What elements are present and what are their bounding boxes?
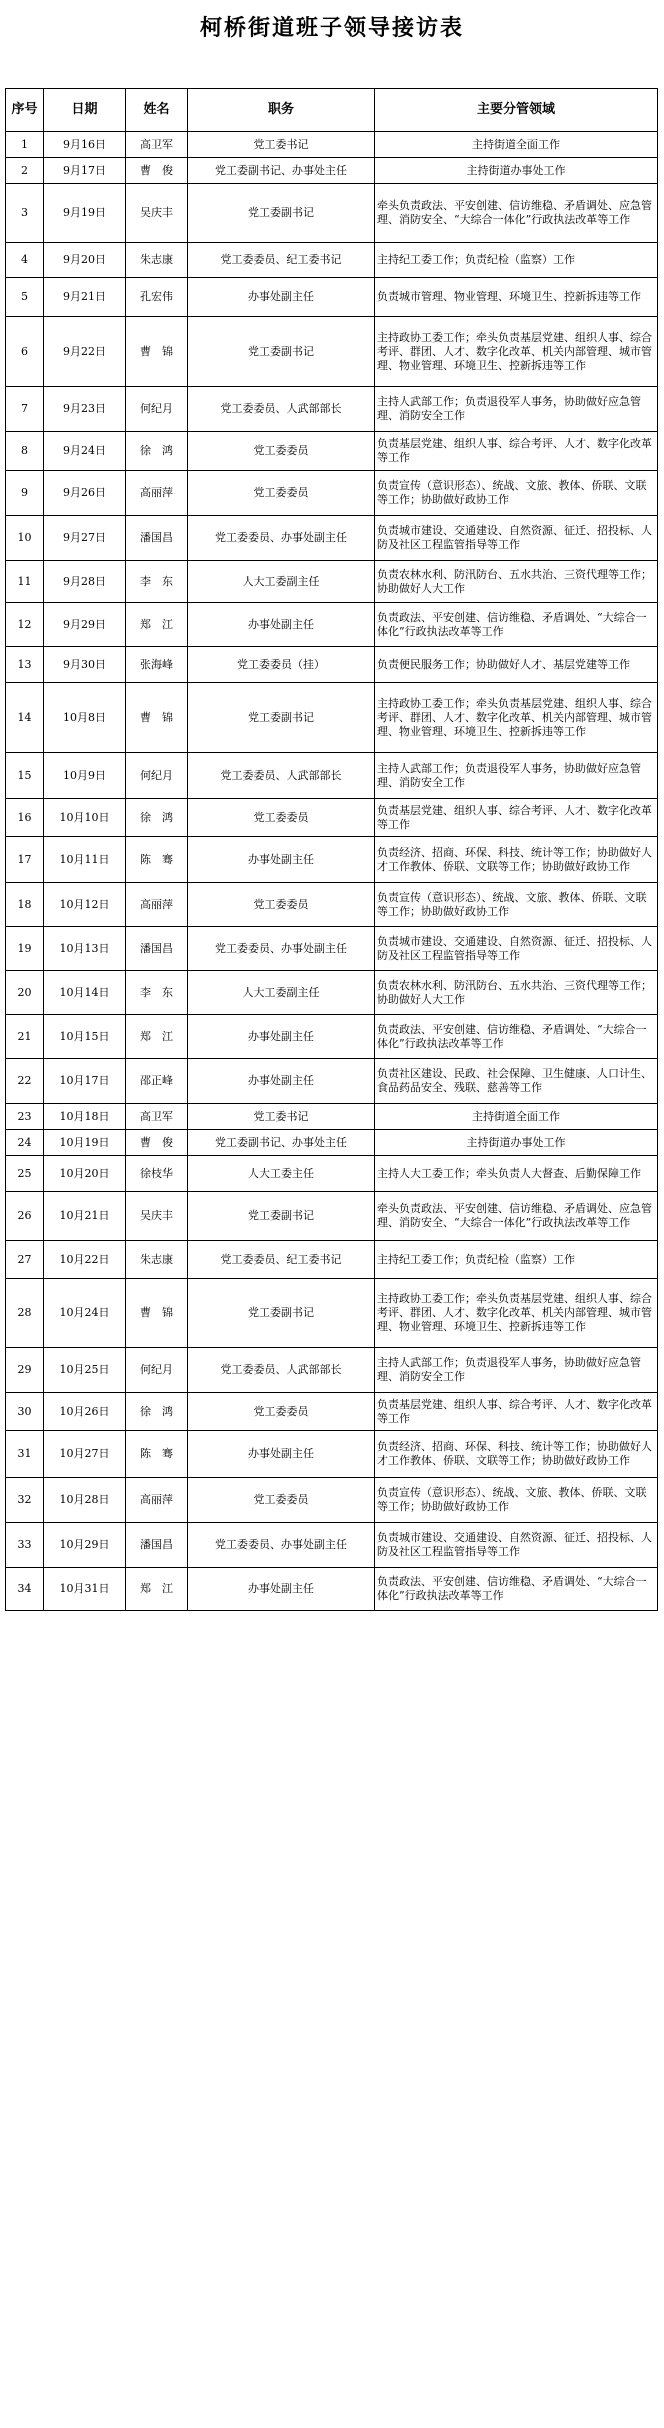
row-name: 李 东 [126, 971, 188, 1015]
row-area: 主持人武部工作；负责退役军人事务，协助做好应急管理、消防安全工作 [375, 753, 658, 799]
row-position: 党工委委员 [188, 1393, 375, 1431]
row-name: 李 东 [126, 561, 188, 603]
row-number: 16 [6, 799, 44, 837]
row-position: 党工委副书记 [188, 317, 375, 387]
row-number: 27 [6, 1241, 44, 1279]
row-position: 党工委委员（挂） [188, 647, 375, 683]
row-name: 高卫军 [126, 132, 188, 158]
row-position: 党工委委员 [188, 883, 375, 927]
row-number: 20 [6, 971, 44, 1015]
row-area: 主持人武部工作；负责退役军人事务，协助做好应急管理、消防安全工作 [375, 387, 658, 432]
row-number: 11 [6, 561, 44, 603]
row-position: 党工委副书记 [188, 1279, 375, 1348]
row-date: 10月11日 [44, 837, 126, 883]
row-date: 10月29日 [44, 1523, 126, 1568]
row-name: 郑 江 [126, 1015, 188, 1059]
row-area: 牵头负责政法、平安创建、信访维稳、矛盾调处、应急管理、消防安全、“大综合一体化”行政执法改革等工作 [375, 184, 658, 243]
row-name: 高丽萍 [126, 883, 188, 927]
header-date: 日期 [44, 89, 126, 132]
page-title: 柯桥街道班子领导接访表 [199, 15, 464, 41]
row-date: 10月28日 [44, 1478, 126, 1523]
row-number: 7 [6, 387, 44, 432]
table-row [6, 516, 658, 561]
row-number: 22 [6, 1059, 44, 1104]
table-row [6, 1568, 658, 1611]
row-date: 10月25日 [44, 1348, 126, 1393]
table-row [6, 683, 658, 753]
row-area: 负责农林水利、防汛防台、五水共治、三资代理等工作；协助做好人大工作 [375, 971, 658, 1015]
row-area: 负责经济、招商、环保、科技、统计等工作；协助做好人才工作教体、侨联、文联等工作；协助做好政协工作 [375, 837, 658, 883]
row-name: 吴庆丰 [126, 184, 188, 243]
table-row [6, 1279, 658, 1348]
row-name: 潘国昌 [126, 516, 188, 561]
row-date: 10月10日 [44, 799, 126, 837]
table-row [6, 971, 658, 1015]
row-number: 23 [6, 1104, 44, 1130]
row-position: 党工委副书记 [188, 184, 375, 243]
row-number: 30 [6, 1393, 44, 1431]
table-row [6, 1015, 658, 1059]
row-date: 10月9日 [44, 753, 126, 799]
row-position: 办事处副主任 [188, 1059, 375, 1104]
table-row [6, 1156, 658, 1192]
row-date: 9月26日 [44, 471, 126, 516]
row-name: 曹 锦 [126, 317, 188, 387]
row-date: 10月19日 [44, 1130, 126, 1156]
row-area: 负责政法、平安创建、信访维稳、矛盾调处、“大综合一体化”行政执法改革等工作 [375, 1015, 658, 1059]
table-row [6, 561, 658, 603]
row-number: 15 [6, 753, 44, 799]
row-position: 办事处副主任 [188, 837, 375, 883]
row-name: 徐 鸿 [126, 432, 188, 471]
row-area: 负责基层党建、组织人事、综合考评、人才、数字化改革等工作 [375, 799, 658, 837]
row-position: 党工委书记 [188, 1104, 375, 1130]
row-date: 10月8日 [44, 683, 126, 753]
row-date: 9月17日 [44, 158, 126, 184]
row-position: 党工委委员、办事处副主任 [188, 516, 375, 561]
row-date: 10月13日 [44, 927, 126, 971]
row-number: 3 [6, 184, 44, 243]
row-area: 负责宣传（意识形态）、统战、文旅、教体、侨联、文联等工作；协助做好政协工作 [375, 1478, 658, 1523]
table-row [6, 471, 658, 516]
reception-schedule-table [5, 88, 658, 1611]
row-name: 潘国昌 [126, 927, 188, 971]
row-name: 曹 锦 [126, 1279, 188, 1348]
row-position: 人大工委主任 [188, 1156, 375, 1192]
row-name: 郑 江 [126, 1568, 188, 1611]
row-name: 张海峰 [126, 647, 188, 683]
row-area: 负责农林水利、防汛防台、五水共治、三资代理等工作；协助做好人大工作 [375, 561, 658, 603]
row-date: 10月22日 [44, 1241, 126, 1279]
table-row [6, 387, 658, 432]
row-name: 徐枝华 [126, 1156, 188, 1192]
table-row [6, 184, 658, 243]
row-number: 21 [6, 1015, 44, 1059]
table-row [6, 1104, 658, 1130]
table-row [6, 837, 658, 883]
row-number: 1 [6, 132, 44, 158]
row-area: 负责经济、招商、环保、科技、统计等工作；协助做好人才工作教体、侨联、文联等工作；协助做好政协工作 [375, 1431, 658, 1478]
row-date: 10月12日 [44, 883, 126, 927]
table-row [6, 1431, 658, 1478]
row-area: 牵头负责政法、平安创建、信访维稳、矛盾调处、应急管理、消防安全、“大综合一体化”行政执法改革等工作 [375, 1192, 658, 1241]
row-position: 党工委书记 [188, 132, 375, 158]
row-name: 潘国昌 [126, 1523, 188, 1568]
table-header-row [6, 89, 658, 132]
table-row [6, 243, 658, 278]
row-number: 4 [6, 243, 44, 278]
row-position: 党工委副书记、办事处主任 [188, 158, 375, 184]
table-row [6, 132, 658, 158]
row-position: 党工委委员 [188, 1478, 375, 1523]
row-date: 10月20日 [44, 1156, 126, 1192]
row-position: 党工委委员、纪工委书记 [188, 243, 375, 278]
table-row [6, 753, 658, 799]
row-area: 负责城市建设、交通建设、自然资源、征迁、招投标、人防及社区工程监管指导等工作 [375, 1523, 658, 1568]
row-area: 主持街道全面工作 [375, 132, 658, 158]
header-no: 序号 [6, 89, 44, 132]
row-area: 主持纪工委工作；负责纪检（监察）工作 [375, 243, 658, 278]
row-position: 党工委委员、人武部部长 [188, 1348, 375, 1393]
table-row [6, 278, 658, 317]
row-date: 9月27日 [44, 516, 126, 561]
row-name: 曹 俊 [126, 158, 188, 184]
row-number: 9 [6, 471, 44, 516]
row-date: 10月26日 [44, 1393, 126, 1431]
row-name: 曹 锦 [126, 683, 188, 753]
row-date: 10月17日 [44, 1059, 126, 1104]
row-position: 办事处副主任 [188, 1568, 375, 1611]
row-name: 陈 骞 [126, 837, 188, 883]
header-position: 职务 [188, 89, 375, 132]
row-date: 10月31日 [44, 1568, 126, 1611]
row-number: 10 [6, 516, 44, 561]
row-area: 主持街道全面工作 [375, 1104, 658, 1130]
row-number: 33 [6, 1523, 44, 1568]
row-area: 负责政法、平安创建、信访维稳、矛盾调处、“大综合一体化”行政执法改革等工作 [375, 603, 658, 647]
row-name: 吴庆丰 [126, 1192, 188, 1241]
row-name: 朱志康 [126, 1241, 188, 1279]
row-area: 负责基层党建、组织人事、综合考评、人才、数字化改革等工作 [375, 432, 658, 471]
row-number: 5 [6, 278, 44, 317]
row-area: 负责政法、平安创建、信访维稳、矛盾调处、“大综合一体化”行政执法改革等工作 [375, 1568, 658, 1611]
table-row [6, 158, 658, 184]
row-name: 何纪月 [126, 753, 188, 799]
row-number: 14 [6, 683, 44, 753]
row-name: 徐 鸿 [126, 799, 188, 837]
row-number: 28 [6, 1279, 44, 1348]
row-name: 徐 鸿 [126, 1393, 188, 1431]
row-position: 办事处副主任 [188, 278, 375, 317]
table-row [6, 1478, 658, 1523]
row-position: 办事处副主任 [188, 1015, 375, 1059]
row-area: 主持政协工委工作；牵头负责基层党建、组织人事、综合考评、群团、人才、数字化改革、机关内部管理、城市管理、物业管理、环境卫生、控新拆违等工作 [375, 683, 658, 753]
row-name: 高丽萍 [126, 471, 188, 516]
row-number: 13 [6, 647, 44, 683]
row-position: 党工委委员 [188, 432, 375, 471]
row-name: 朱志康 [126, 243, 188, 278]
row-number: 2 [6, 158, 44, 184]
table-row [6, 1192, 658, 1241]
table-row [6, 647, 658, 683]
row-date: 10月14日 [44, 971, 126, 1015]
row-number: 24 [6, 1130, 44, 1156]
row-area: 主持人武部工作；负责退役军人事务，协助做好应急管理、消防安全工作 [375, 1348, 658, 1393]
table-row [6, 883, 658, 927]
row-number: 26 [6, 1192, 44, 1241]
row-area: 负责基层党建、组织人事、综合考评、人才、数字化改革等工作 [375, 1393, 658, 1431]
row-area: 主持街道办事处工作 [375, 1130, 658, 1156]
row-date: 9月21日 [44, 278, 126, 317]
row-area: 负责城市建设、交通建设、自然资源、征迁、招投标、人防及社区工程监管指导等工作 [375, 516, 658, 561]
row-name: 何纪月 [126, 1348, 188, 1393]
row-number: 29 [6, 1348, 44, 1393]
row-number: 32 [6, 1478, 44, 1523]
row-number: 17 [6, 837, 44, 883]
row-position: 办事处副主任 [188, 603, 375, 647]
row-date: 9月20日 [44, 243, 126, 278]
header-area: 主要分管领域 [375, 89, 658, 132]
row-date: 9月23日 [44, 387, 126, 432]
row-position: 党工委副书记、办事处主任 [188, 1130, 375, 1156]
row-position: 人大工委副主任 [188, 971, 375, 1015]
row-name: 高卫军 [126, 1104, 188, 1130]
row-name: 孔宏伟 [126, 278, 188, 317]
row-position: 党工委委员、办事处副主任 [188, 927, 375, 971]
row-date: 9月30日 [44, 647, 126, 683]
table-row [6, 1130, 658, 1156]
row-name: 何纪月 [126, 387, 188, 432]
row-area: 负责城市管理、物业管理、环境卫生、控新拆违等工作 [375, 278, 658, 317]
row-number: 8 [6, 432, 44, 471]
row-area: 主持纪工委工作；负责纪检（监察）工作 [375, 1241, 658, 1279]
row-date: 10月21日 [44, 1192, 126, 1241]
table-row [6, 432, 658, 471]
row-number: 25 [6, 1156, 44, 1192]
row-number: 34 [6, 1568, 44, 1611]
row-date: 9月28日 [44, 561, 126, 603]
row-area: 负责社区建设、民政、社会保障、卫生健康、人口计生、食品药品安全、残联、慈善等工作 [375, 1059, 658, 1104]
row-area: 负责宣传（意识形态）、统战、文旅、教体、侨联、文联等工作；协助做好政协工作 [375, 883, 658, 927]
row-date: 10月27日 [44, 1431, 126, 1478]
row-position: 办事处副主任 [188, 1431, 375, 1478]
table-row [6, 1393, 658, 1431]
row-area: 负责城市建设、交通建设、自然资源、征迁、招投标、人防及社区工程监管指导等工作 [375, 927, 658, 971]
table-row [6, 1241, 658, 1279]
header-name: 姓名 [126, 89, 188, 132]
table-body [6, 132, 658, 1611]
row-area: 主持政协工委工作；牵头负责基层党建、组织人事、综合考评、群团、人才、数字化改革、机关内部管理、城市管理、物业管理、环境卫生、控新拆违等工作 [375, 1279, 658, 1348]
row-date: 9月19日 [44, 184, 126, 243]
row-position: 党工委副书记 [188, 683, 375, 753]
row-position: 党工委委员、办事处副主任 [188, 1523, 375, 1568]
row-area: 负责便民服务工作；协助做好人才、基层党建等工作 [375, 647, 658, 683]
row-number: 12 [6, 603, 44, 647]
row-position: 党工委委员 [188, 799, 375, 837]
row-date: 9月24日 [44, 432, 126, 471]
row-position: 党工委委员、纪工委书记 [188, 1241, 375, 1279]
row-date: 10月24日 [44, 1279, 126, 1348]
table-row [6, 603, 658, 647]
row-area: 负责宣传（意识形态）、统战、文旅、教体、侨联、文联等工作；协助做好政协工作 [375, 471, 658, 516]
table-row [6, 799, 658, 837]
row-area: 主持政协工委工作；牵头负责基层党建、组织人事、综合考评、群团、人才、数字化改革、机关内部管理、城市管理、物业管理、环境卫生、控新拆违等工作 [375, 317, 658, 387]
table-row [6, 1523, 658, 1568]
row-name: 陈 骞 [126, 1431, 188, 1478]
row-position: 党工委委员、人武部部长 [188, 387, 375, 432]
row-name: 高丽萍 [126, 1478, 188, 1523]
row-number: 31 [6, 1431, 44, 1478]
row-name: 曹 俊 [126, 1130, 188, 1156]
table-row [6, 317, 658, 387]
row-date: 9月29日 [44, 603, 126, 647]
table-row [6, 1348, 658, 1393]
row-position: 人大工委副主任 [188, 561, 375, 603]
row-position: 党工委委员、人武部部长 [188, 753, 375, 799]
row-number: 18 [6, 883, 44, 927]
row-name: 邵正峰 [126, 1059, 188, 1104]
row-position: 党工委副书记 [188, 1192, 375, 1241]
row-date: 9月16日 [44, 132, 126, 158]
table-row [6, 927, 658, 971]
row-area: 主持人大工委工作；牵头负责人大督查、后勤保障工作 [375, 1156, 658, 1192]
row-name: 郑 江 [126, 603, 188, 647]
row-date: 10月18日 [44, 1104, 126, 1130]
row-position: 党工委委员 [188, 471, 375, 516]
row-number: 19 [6, 927, 44, 971]
row-date: 9月22日 [44, 317, 126, 387]
row-number: 6 [6, 317, 44, 387]
row-area: 主持街道办事处工作 [375, 158, 658, 184]
row-date: 10月15日 [44, 1015, 126, 1059]
table-row [6, 1059, 658, 1104]
